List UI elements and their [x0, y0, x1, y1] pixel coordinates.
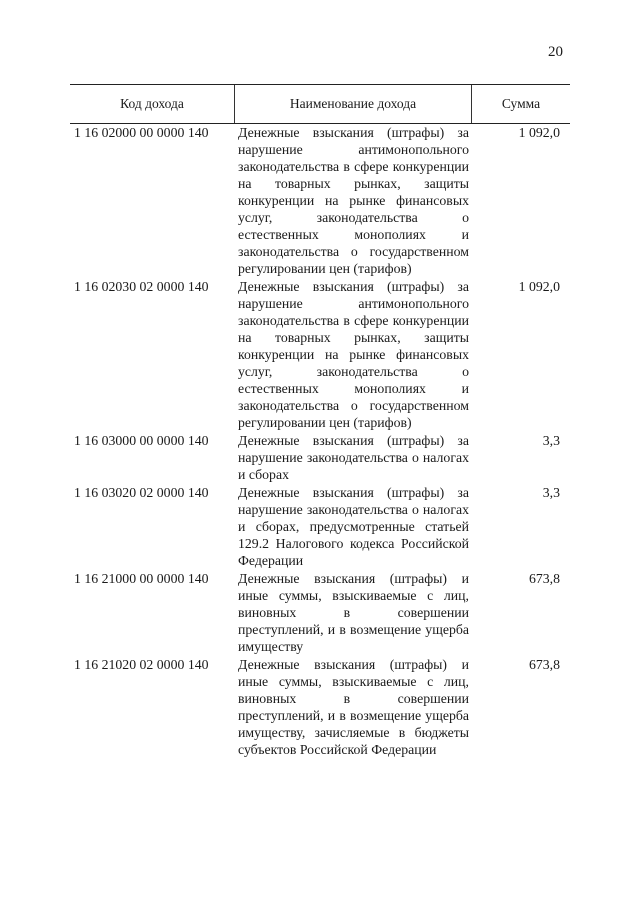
header-amount: Сумма — [501, 96, 541, 111]
header-name: Наименование дохода — [289, 96, 417, 111]
income-amount: 1 092,0 — [518, 125, 560, 140]
income-amount: 673,8 — [528, 571, 560, 586]
page-number: 20 — [548, 44, 563, 60]
income-table-body — [74, 124, 564, 759]
table-row — [74, 656, 564, 758]
table-row — [74, 432, 564, 483]
header-code: Код дохода — [120, 96, 184, 111]
income-amount: 673,8 — [528, 657, 560, 672]
income-name: Денежные взыскания (штрафы) и иные суммы, взыскиваемые с лиц, виновных в совершении преступлений, и в возмещение ущерба имуществу, зачисляемые в бюджеты субъектов Российской Федерации — [238, 657, 469, 757]
income-name: Денежные взыскания (штрафы) за нарушение законодательства о налогах и сборах — [238, 433, 469, 482]
income-code: 1 16 21020 02 0000 140 — [74, 657, 209, 672]
table-row — [74, 124, 564, 277]
table-row — [74, 484, 564, 569]
income-amount: 1 092,0 — [518, 279, 560, 294]
income-code: 1 16 02000 00 0000 140 — [74, 125, 209, 140]
income-amount: 3,3 — [542, 485, 560, 500]
income-code: 1 16 02030 02 0000 140 — [74, 279, 209, 294]
income-amount: 3,3 — [542, 433, 560, 448]
table-row — [74, 278, 564, 431]
income-code: 1 16 03000 00 0000 140 — [74, 433, 209, 448]
income-code: 1 16 21000 00 0000 140 — [74, 571, 209, 586]
income-name: Денежные взыскания (штрафы) и иные суммы, взыскиваемые с лиц, виновных в совершении преступлений, и в возмещение ущерба имуществу — [238, 571, 469, 654]
income-name: Денежные взыскания (штрафы) за нарушение антимонопольного законодательства в сфере конкуренции на товарных рынках, защиты конкуренции на рынке финансовых услуг, законодательства о естественных монополиях и законодательства о государственном регулировании цен (тарифов) — [238, 279, 469, 430]
income-name: Денежные взыскания (штрафы) за нарушение законодательства о налогах и сборах, предусмотренные статьей 129.2 Налогового кодекса Российской Федерации — [238, 485, 469, 568]
income-code: 1 16 03020 02 0000 140 — [74, 485, 209, 500]
table-row — [74, 570, 564, 655]
income-name: Денежные взыскания (штрафы) за нарушение антимонопольного законодательства в сфере конкуренции на товарных рынках, защиты конкуренции на рынке финансовых услуг, законодательства о естественных монополиях и законодательства о государственном регулировании цен (тарифов) — [238, 125, 469, 276]
table-header — [70, 84, 570, 124]
